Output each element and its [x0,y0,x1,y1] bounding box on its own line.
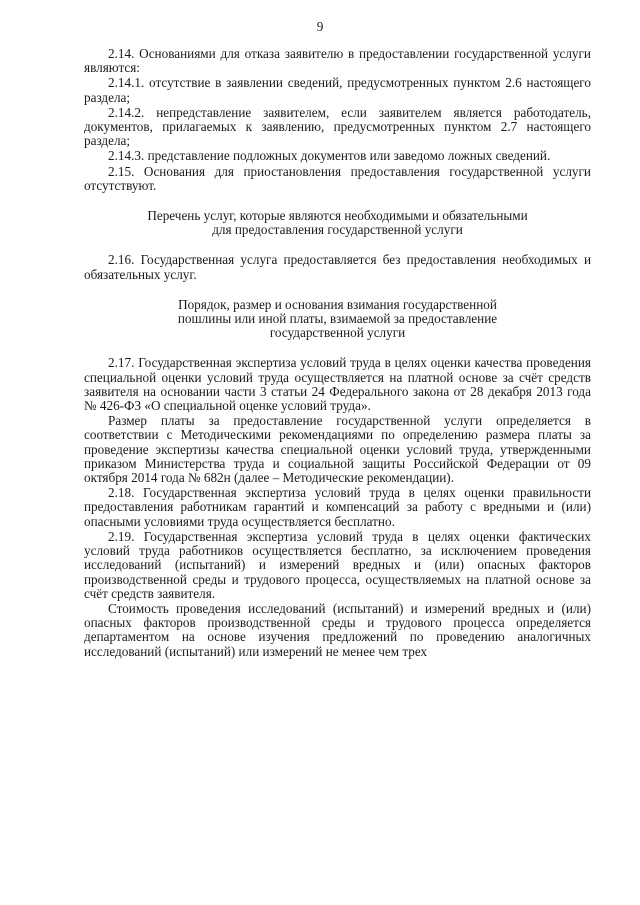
paragraph-2-14-3: 2.14.3. представление подложных документов или заведомо ложных сведений. [108,148,551,164]
paragraph-2-14: 2.14. Основаниями для отказа заявителю в предоставлении государственной услуги являются: [84,46,591,76]
paragraph-fee-amount: Размер платы за предоставление государственной услуги определяется в соответствии с Методическими рекомендациями по определению размера платы за проведение экспертизы качества специальной оценки условий труда, утвержденными приказом Министерства труда и социальной защиты Российской Федерации от 09 октября 2014 года № 682н (далее – Методические рекомендации). [84,413,591,486]
paragraph-2-14-2: 2.14.2. непредставление заявителем, если заявителем является работодатель, документов, прилагаемых к заявлению, предусмотренных пунктом 2.7 настоящего раздела; [84,104,591,149]
paragraph-2-16: 2.16. Государственная услуга предоставляется без предоставления необходимых и обязательных услуг. [84,252,591,282]
paragraph-2-14-1: 2.14.1. отсутствие в заявлении сведений, предусмотренных пунктом 2.6 настоящего раздела; [84,75,591,105]
heading-fee: Порядок, размер и основания взимания государственной пошлины или иной платы, взимаемой за предоставление государственной услуги [177,296,498,341]
paragraph-2-17: 2.17. Государственная экспертиза условий труда в целях оценки качества проведения специальной оценки условий труда осуществляется на платной основе за счёт средств заявителя на основании части 3 статьи 24 Федерального закона от 28 декабря 2013 года № 426-ФЗ «О специальной оценке условий труда». [84,355,591,414]
page-number: 9 [316,19,324,34]
paragraph-2-19: 2.19. Государственная экспертиза условий труда в целях оценки фактических условий труда работников осуществляется бесплатно, за исключением проведения исследований (испытаний) и измерений вредных и (или) опасных факторов производственной среды и трудового процесса, осуществляемых на платной основе за счёт средств заявителя. [84,528,591,601]
heading-required-services: Перечень услуг, которые являются необходимыми и обязательными для предоставления государственной услуги [147,208,528,238]
paragraph-cost: Стоимость проведения исследований (испытаний) и измерений вредных и (или) опасных факторов производственной среды и трудового процесса определяется департаментом на основе изучения предложений по проведению аналогичных исследований (испытаний) или измерений не менее чем трех [84,600,591,659]
paragraph-2-15: 2.15. Основания для приостановления предоставления государственной услуги отсутствуют. [84,163,591,193]
paragraph-2-18: 2.18. Государственная экспертиза условий труда в целях оценки правильности предоставления работникам гарантий и компенсаций за работу с вредными и (или) опасными условиями труда осуществляется бесплатно. [84,485,591,529]
document-body [84,47,591,659]
